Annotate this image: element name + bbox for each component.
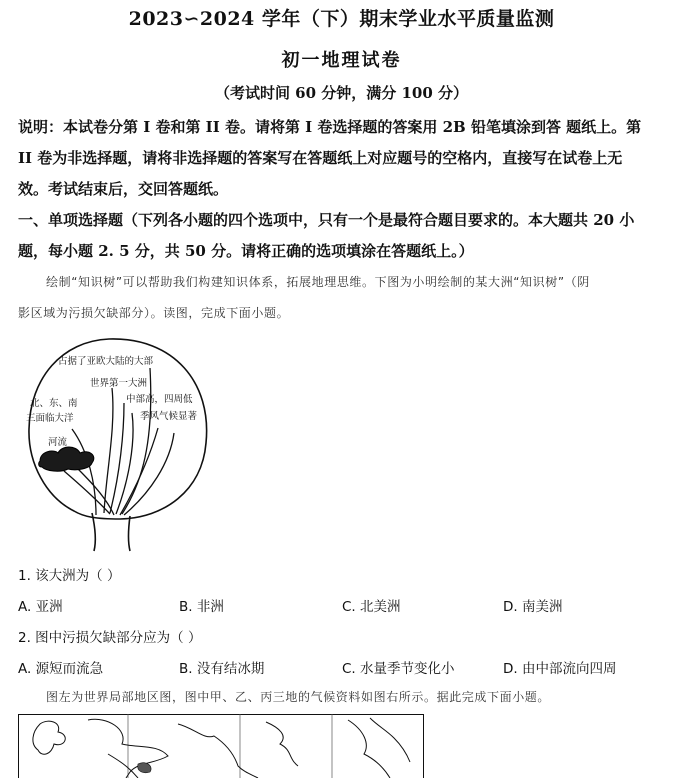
question-2-option-a[interactable]: A. 源短而流急: [18, 661, 104, 677]
question-1-option-c[interactable]: C. 北美洲: [342, 599, 401, 615]
question-2-option-b[interactable]: B. 没有结冰期: [179, 661, 265, 677]
tree-label-rivers: 河流: [48, 437, 68, 448]
tree-label-terrain: 中部高，四周低: [126, 394, 193, 405]
question-1-option-d[interactable]: D. 南美洲: [503, 599, 563, 615]
exam-subtitle: 初一地理试卷: [281, 50, 402, 71]
tree-label-three-oceans-2: 三面临大洋: [26, 413, 74, 424]
tree-label-monsoon: 季风气候显著: [140, 411, 198, 422]
question-2-option-d[interactable]: D. 由中部流向四周: [503, 661, 617, 677]
world-map-icon: [18, 714, 424, 778]
map-intro: 图左为世界局部地区图，图中甲、乙、丙三地的气候资料如图右所示。据此完成下面小题。: [46, 690, 551, 704]
question-2-stem: 2. 图中污损欠缺部分应为（ ）: [18, 630, 202, 646]
exam-info: （考试时间 60 分钟，满分 100 分）: [214, 84, 469, 102]
exam-title: 2023∽2024 学年（下）期末学业水平质量监测: [128, 8, 555, 30]
instructions-line-1: 说明：本试卷分第 I 卷和第 II 卷。请将第 I 卷选择题的答案用 2B 铅笔填涂到答 题纸上。第: [18, 118, 642, 136]
question-1-option-a[interactable]: A. 亚洲: [18, 599, 63, 615]
tree-intro-line-1: 绘制“知识树”可以帮助我们构建知识体系，拓展地理思维。下图为小明绘制的某大洲“知识树”（阴: [46, 275, 590, 289]
tree-label-first-continent: 世界第一大洲: [90, 378, 148, 389]
question-1-option-b[interactable]: B. 非洲: [179, 599, 224, 615]
instructions-line-2: II 卷为非选择题，请将非选择题的答案写在答题纸上对应题号的空格内，直接写在试卷上无: [18, 149, 623, 167]
question-1-stem: 1. 该大洲为（ ）: [18, 568, 121, 584]
knowledge-tree-figure: [24, 333, 214, 553]
tree-intro-line-2: 影区域为污损欠缺部分）。读图，完成下面小题。: [18, 306, 290, 320]
question-2-option-c[interactable]: C. 水量季节变化小: [342, 661, 455, 677]
tree-label-top: 占据了亚欧大陆的大部: [58, 356, 154, 367]
section-1-heading-line-2: 题，每小题 2. 5 分，共 50 分。请将正确的选项填涂在答题纸上。）: [18, 242, 474, 260]
world-map-figure: [18, 714, 424, 778]
instructions-line-3: 效。考试结束后，交回答题纸。: [18, 180, 229, 198]
section-1-heading-line-1: 一、单项选择题（下列各小题的四个选项中，只有一个是最符合题目要求的。本大题共 20 小: [18, 211, 635, 229]
tree-label-three-oceans-1: 北、东、南: [30, 398, 78, 409]
